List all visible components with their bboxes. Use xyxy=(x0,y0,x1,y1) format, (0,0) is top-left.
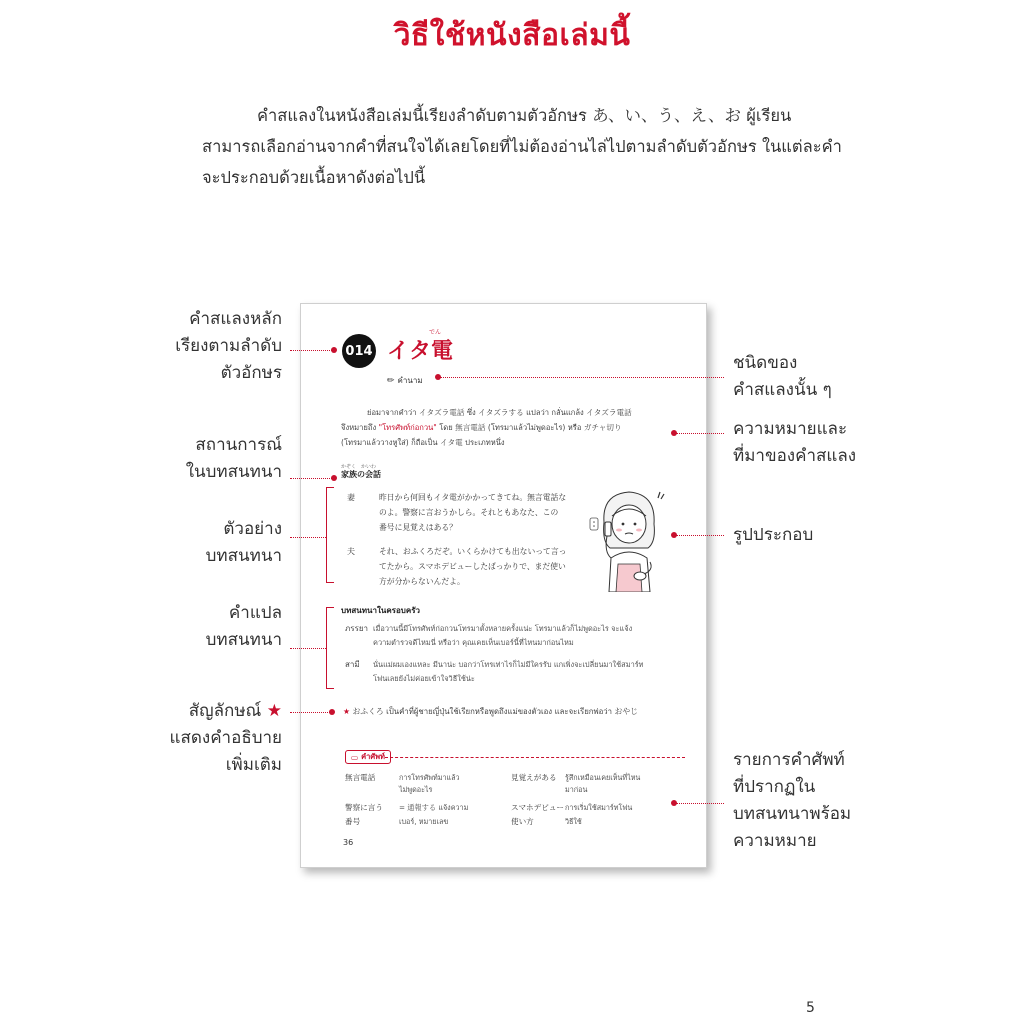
label-line: ชนิดของ xyxy=(733,353,798,373)
dialogue-line: のよ。警察に言おうかしら。それともあなた、この xyxy=(379,508,559,517)
label-line: ตัวอย่าง xyxy=(223,519,282,539)
sample-page-number: 36 xyxy=(343,838,354,847)
dialogue-line: 番号に見覚えはある？ xyxy=(379,523,457,532)
label-line: คำแปล xyxy=(228,603,282,623)
woman-phone-illustration xyxy=(584,482,674,592)
label-example xyxy=(140,516,282,570)
dialogue-turn xyxy=(301,544,591,594)
translation-text xyxy=(373,658,673,686)
star-note xyxy=(343,706,683,718)
dialogue-line: それ、おふくろだぞ。いくらかけても出ないって言っ xyxy=(379,547,567,556)
entry-word: イタ電 xyxy=(387,339,454,364)
vocab-meaning xyxy=(399,816,448,828)
translation-line: นั่นแม่ผมเองแหละ มีนาน่ะ บอกว่าโทรเท่าไรก็ไม่มีใครรับ แกเพิ่งจะเปลี่ยนมาใช้สมาร์ท xyxy=(373,660,644,669)
star-icon: ★ xyxy=(266,701,282,721)
meaning-text xyxy=(341,405,673,450)
bracket-translation xyxy=(326,607,334,689)
connector-situation xyxy=(290,478,334,479)
label-line: ในบทสนทนา xyxy=(185,462,282,482)
dialogue-turn xyxy=(301,490,591,540)
label-line: บทสนทนา xyxy=(205,630,282,650)
vocab-word: スマホデビュー xyxy=(511,803,565,812)
part-of-speech xyxy=(387,374,423,387)
vocab-word: 番号 xyxy=(345,817,361,826)
page-number: 5 xyxy=(806,1000,815,1016)
meaning-line xyxy=(341,420,673,435)
connector-word-type xyxy=(440,377,724,378)
meaning-segment: จึงหมายถึง xyxy=(341,423,379,432)
translation-line: เมื่อวานนี้มีโทรศัพท์ก่อกวนโทรมาตั้งหลายครั้งแน่ะ โทรมาแล้วก็ไม่พูดอะไร จะแจ้ง xyxy=(373,624,633,633)
vocab-word: 警察に言う xyxy=(345,803,383,812)
label-line xyxy=(140,698,282,725)
label-line: เพิ่มเติม xyxy=(225,755,282,775)
connector-meaning xyxy=(676,433,724,434)
vocab-meaning xyxy=(565,802,632,814)
entry-number-badge: 014 xyxy=(342,334,376,368)
translation-text xyxy=(373,622,673,650)
dialogue-line: 昨日から何回もイタ電がかかってきてね。無言電話な xyxy=(379,493,567,502)
meaning-line: ย่อมาจากคำว่า イタズラ電話 ซึ่ง イタズラする แปลว่า กลั่นแกล้ง イタズラ電話 xyxy=(367,408,632,417)
situation-heading: 家族の会話 xyxy=(341,470,381,479)
connector-dot xyxy=(331,475,337,481)
translation-line: โฟนเลยยังไม่ค่อยเข้าใจวิธีใช้น่ะ xyxy=(373,674,475,683)
vocab-meaning-line: การเริ่มใช้สมาร์ทโฟน xyxy=(565,803,633,812)
connector-symbol xyxy=(290,712,332,713)
label-line: รูปประกอบ xyxy=(733,525,814,545)
vocab-divider xyxy=(385,757,685,758)
situation-ruby: かぞく かいわ xyxy=(341,464,377,470)
vocab-meaning-line: เบอร์, หมายเลข xyxy=(399,817,449,826)
meaning-line: (โทรมาแล้ววางหูใส่) ก็ถือเป็น イタ電 ประเภทหนึ่ง xyxy=(341,438,505,447)
vocab-meaning xyxy=(399,772,460,796)
dialogue-speaker: 夫 xyxy=(347,547,355,556)
connector-vocab-list xyxy=(676,803,724,804)
book-icon: ▭ xyxy=(351,752,359,762)
label-symbol xyxy=(140,698,282,779)
dialogue-line: 方が分からないんだよ。 xyxy=(379,577,465,586)
vocab-meaning-line: การโทรศัพท์มาแล้ว xyxy=(399,773,460,782)
vocab-word: 使い方 xyxy=(511,817,534,826)
translation-title: บทสนทนาในครอบครัว xyxy=(341,606,420,615)
translation-speaker: สามี xyxy=(345,660,360,669)
label-line: ความหมายและ xyxy=(733,419,848,439)
entry-ruby: でん xyxy=(429,329,442,336)
label-line: บทสนทนา xyxy=(205,546,282,566)
connector-dot xyxy=(331,347,337,353)
label-line: คำสแลงหลัก xyxy=(189,309,282,329)
pencil-icon: ✏ xyxy=(387,375,395,386)
label-line: สถานการณ์ xyxy=(195,435,282,455)
label-illustration xyxy=(733,522,933,549)
meaning-segment: โดย 無言電話 (โทรมาแล้วไม่พูดอะไร) หรือ ガチャ切り xyxy=(436,423,622,432)
label-line: ที่ปรากฏใน xyxy=(733,777,816,797)
meaning-highlight: "โทรศัพท์ก่อกวน" xyxy=(378,423,437,432)
label-translation xyxy=(140,600,282,654)
vocab-meaning-line: มาก่อน xyxy=(565,785,588,794)
connector-example xyxy=(290,537,326,538)
translation-line: ความตำรวจดีไหมนี่ หรือว่า คุณเคยเห็นเบอร์นี้ที่ไหนมาก่อนไหม xyxy=(373,638,574,647)
vocab-heading-label: คำศัพท์ xyxy=(361,752,385,761)
label-meaning xyxy=(733,416,933,470)
connector-main-slang xyxy=(290,350,334,351)
star-note-text: おふくろ เป็นคำที่ผู้ชายญี่ปุ่นใช้เรียกหรือพูดถึงแม่ของตัวเอง และจะเรียกพ่อว่า おやじ xyxy=(352,707,638,716)
label-line: บทสนทนาพร้อม xyxy=(733,804,852,824)
vocab-meaning xyxy=(565,772,640,796)
translation-speaker: ภรรยา xyxy=(345,624,369,633)
sample-page xyxy=(300,303,707,868)
label-line: แสดงคำอธิบาย xyxy=(169,728,282,748)
vocab-word: 無言電話 xyxy=(345,773,376,782)
vocab-meaning-line: วิธีใช้ xyxy=(565,817,582,826)
connector-translation xyxy=(290,648,326,649)
page-title: วิธีใช้หนังสือเล่มนี้ xyxy=(393,18,631,53)
vocab-meaning-line: รู้สึกเหมือนเคยเห็นที่ไหน xyxy=(565,773,641,782)
vocab-meaning-line: = 通報する แจ้งความ xyxy=(399,803,469,812)
vocab-meaning xyxy=(399,802,468,814)
dialogue-text xyxy=(379,490,579,535)
connector-illustration xyxy=(676,535,724,536)
bracket-example xyxy=(326,487,334,583)
label-line: ตัวอักษร xyxy=(220,363,282,383)
label-line: ที่มาของคำสแลง xyxy=(733,446,857,466)
label-main-slang xyxy=(140,306,282,387)
label-situation xyxy=(140,432,282,486)
part-of-speech-label: คำนาม xyxy=(397,376,423,385)
label-line: ความหมาย xyxy=(733,831,817,851)
dialogue-speaker: 妻 xyxy=(347,493,355,502)
dialogue-text xyxy=(379,544,579,589)
vocab-word: 見覚えがある xyxy=(511,773,557,782)
label-vocab-list xyxy=(733,747,933,855)
intro-paragraph: คำสแลงในหนังสือเล่มนี้เรียงลำดับตามตัวอักษร あ、い、う、え、お ผู้เรียนสามารถเลือกอ่านจากคำที่สนใจได้เลยโดยที่ไม่ต้องอ่านไล่ไปตามลำดับตัวอักษร ในแต่ละคำจะประกอบด้วยเนื้อหาดังต่อไปนี้ xyxy=(202,106,842,187)
label-line: รายการคำศัพท์ xyxy=(733,750,845,770)
label-word-type xyxy=(733,350,933,404)
label-line: คำสแลงนั้น ๆ xyxy=(733,380,832,400)
connector-dot xyxy=(329,709,335,715)
label-line: เรียงตามลำดับ xyxy=(175,336,282,356)
dialogue-line: てたから。スマホデビューしたばっかりで、まだ使い xyxy=(379,562,566,571)
vocab-meaning-line: ไม่พูดอะไร xyxy=(399,785,433,794)
star-icon: ★ xyxy=(343,707,350,716)
vocab-meaning xyxy=(565,816,582,828)
label-text: สัญลักษณ์ xyxy=(188,701,262,721)
